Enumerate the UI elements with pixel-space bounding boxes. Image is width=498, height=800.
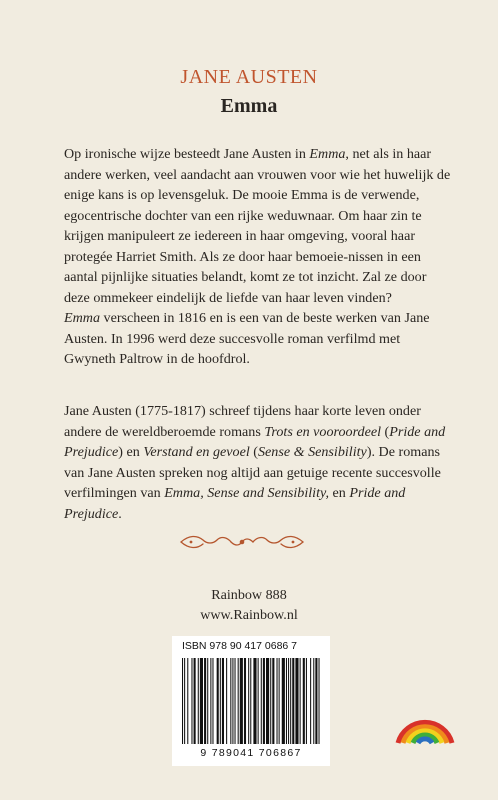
synopsis-text: verscheen in 1816 en is een van de beste werken van Jane Austen. In 1996 werd deze succesvolle roman verfilmd met Gwyneth Paltrow in de hoofdrol. <box>64 310 430 367</box>
book-title: Emma <box>220 95 278 117</box>
isbn-label: ISBN 978 90 417 0686 7 <box>182 640 298 652</box>
barcode-digits: 9 789041 706867 <box>200 747 302 759</box>
synopsis-text: , net als in haar andere werken, veel aandacht aan vrouwen voor wie het huwelijk de enige kans is op levensgeluk. De mooie Emma is de verwende, egocentrische dochter van een rijke weduwnaar. Om haar zin te krijgen manipuleert ze iedereen in haar omgeving, vooral haar protegée Harriet Smith. Als ze door haar bemoeie-nissen in een aantal pijnlijke situaties belandt, komt ze tot inzicht. Zal ze door deze ommekeer eindelijk de liefde van haar leven vinden? <box>64 146 451 306</box>
bio-emphasis: Pride and Prejudice <box>64 485 406 522</box>
bio-text: ) en <box>118 444 144 460</box>
bio-text: ). De romans van Jane Austen spreken nog altijd aan getuige recente succesvolle verfilmingen van <box>64 444 441 501</box>
rainbow-logo-icon <box>394 697 456 747</box>
author-bio-paragraph <box>64 401 454 524</box>
author-name: JANE AUSTEN <box>180 66 318 88</box>
synopsis-paragraph <box>64 144 454 370</box>
synopsis-emphasis: Emma <box>309 146 346 162</box>
bio-text: ( <box>249 444 258 460</box>
barcode-panel <box>172 636 330 766</box>
bio-text: ( <box>381 423 390 440</box>
synopsis-text: Op ironische wijze besteedt Jane Austen in <box>64 146 310 162</box>
bio-text: en <box>329 485 350 501</box>
bio-emphasis: Emma, Sense and Sensibility, <box>164 485 329 501</box>
barcode-icon <box>176 658 326 746</box>
bio-text: Jane Austen (1775-1817) schreef tijdens haar korte leven onder andere de wereldberoemde romans <box>64 403 421 440</box>
synopsis-emphasis: Emma <box>64 310 101 326</box>
bio-text: . <box>118 505 122 522</box>
publisher-website: www.Rainbow.nl <box>200 607 298 623</box>
bio-emphasis: Verstand en gevoel <box>143 444 250 460</box>
series-number: Rainbow 888 <box>211 587 287 603</box>
bio-emphasis: Trots en vooroordeel <box>264 423 382 440</box>
bio-emphasis: Pride and Prejudice <box>64 423 446 460</box>
decorative-flourish-icon <box>177 533 307 551</box>
bio-emphasis: Sense & Sensibility <box>257 444 367 460</box>
publisher-info <box>0 585 498 625</box>
